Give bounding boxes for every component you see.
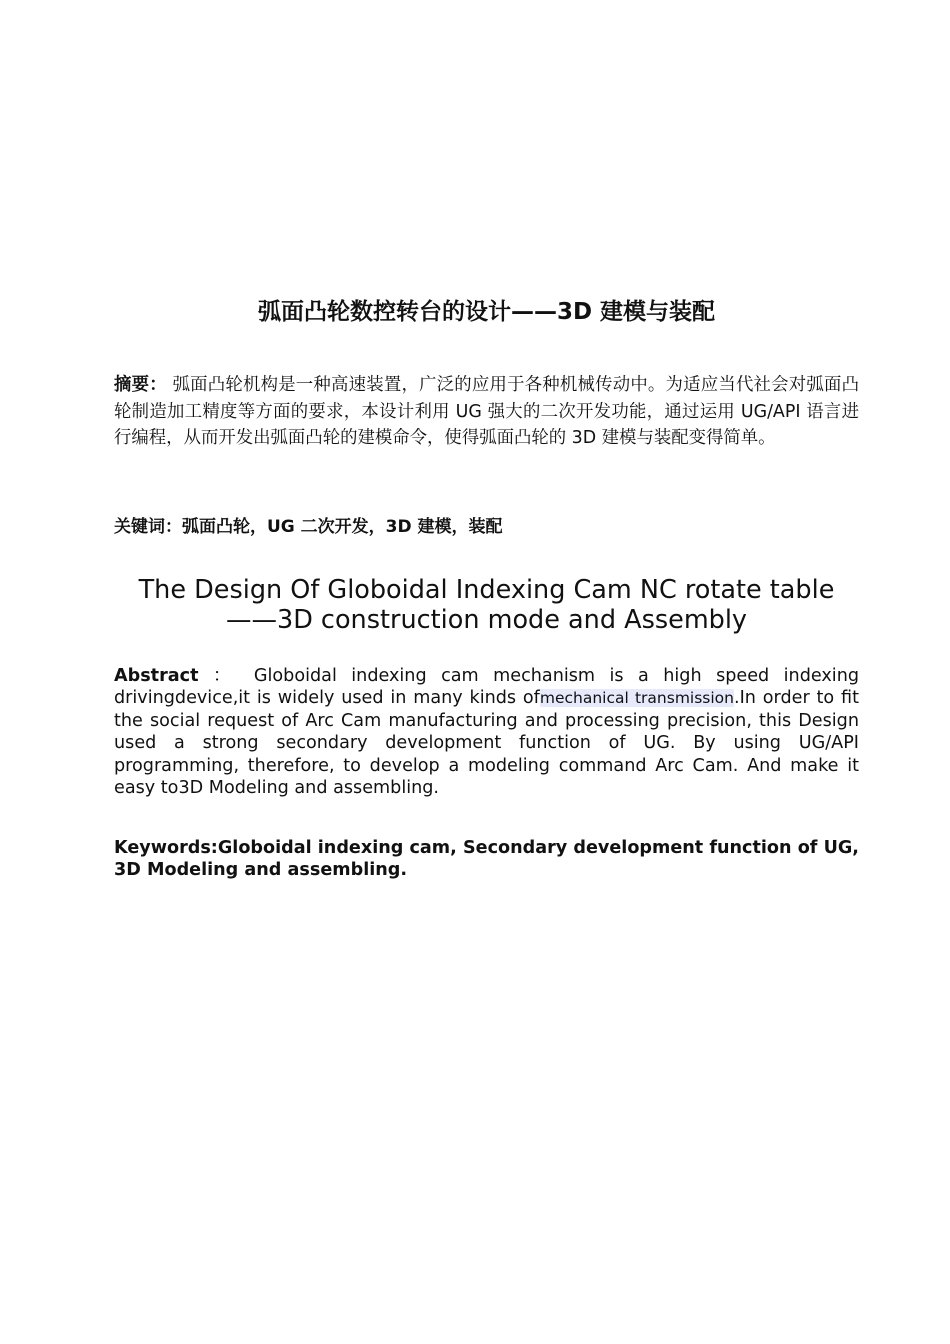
english-abstract-label: Abstract — [114, 666, 199, 686]
chinese-abstract — [114, 372, 859, 452]
highlighted-term: mechanical transmission — [539, 689, 734, 708]
english-abstract-text: Globoidal indexing cam mechanism is a high speed indexing drivingdevice,it is widely used in many kinds of — [114, 666, 860, 709]
english-title-line-1: The Design Of Globoidal Indexing Cam NC rotate table — [138, 575, 835, 605]
english-abstract-text-end: .In order to fit the social request of Arc Cam manufacturing and processing precision, this Design used a strong secondary development function of UG. By using UG/API programming, therefore, to develop a modeling command Arc Cam. And make it easy to3D Modeling and assembling. — [114, 688, 859, 799]
chinese-abstract-label: 摘要： — [114, 375, 167, 395]
chinese-abstract-text: 弧面凸轮机构是一种高速装置，广泛的应用于各种机械传动中。为适应当代社会对弧面凸轮制造加工精度等方面的要求，本设计利用 UG 强大的二次开发功能，通过运用 UG/API 语言进行编程，从而开发出弧面凸轮的建模命令，使得弧面凸轮的 3D 建模与装配变得简单。 — [114, 375, 859, 448]
english-title — [114, 575, 859, 635]
english-keywords: Keywords:Globoidal indexing cam, Secondary development function of UG, 3D Modeling and assembling. — [114, 838, 859, 881]
english-abstract-separator: ： — [212, 666, 240, 686]
chinese-title: 弧面凸轮数控转台的设计——3D 建模与装配 — [257, 299, 716, 325]
english-abstract — [114, 665, 859, 799]
english-title-line-2: ——3D construction mode and Assembly — [225, 605, 748, 635]
chinese-keywords: 关键词：弧面凸轮，UG 二次开发，3D 建模，装配 — [114, 517, 503, 537]
